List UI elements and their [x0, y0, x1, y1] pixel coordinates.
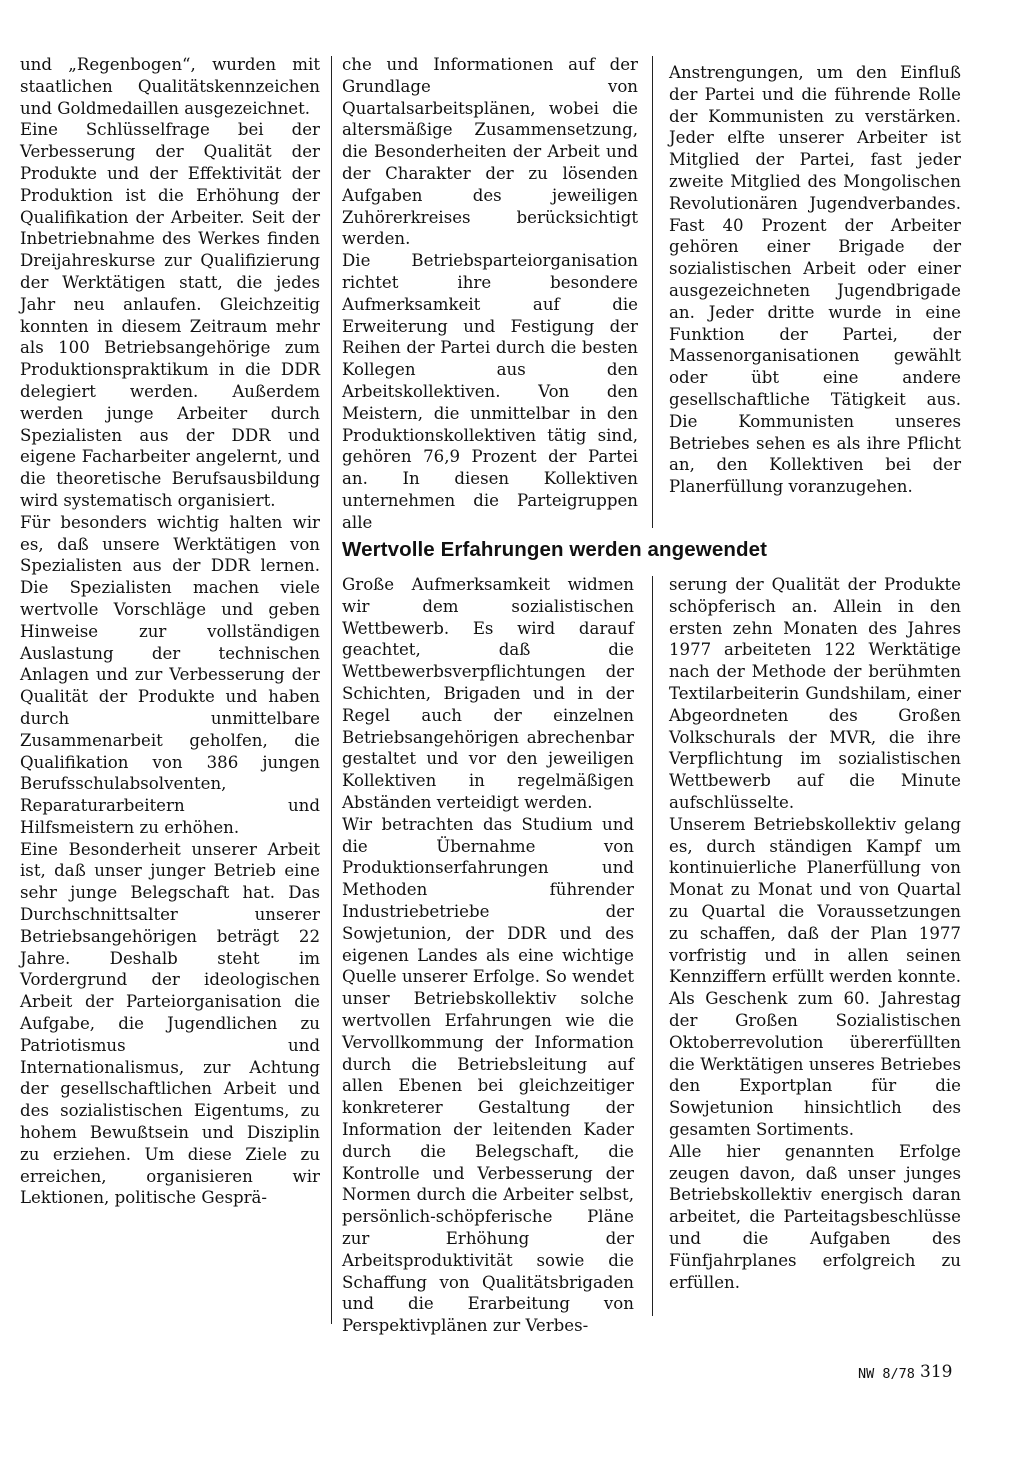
paragraph: Anstrengungen, um den Einfluß der Partei und die führende Rolle der Kommunisten zu verstärken. Jeder elfte unserer Arbeiter ist Mitglied der Partei, fast jeder zweite Mitglied des Mongolischen Revolutionären Jugendverbandes. Fast 40 Prozent der Arbeiter gehören einer Brigade der sozialistischen Arbeit oder einer ausgezeichneten Jugendbrigade an. Jeder dritte wurde in eine Funktion der Partei, der Massenorganisationen gewählt oder übt eine andere gesellschaftliche Tätigkeit aus. Die Kommunisten unseres Betriebes sehen es als ihre Pflicht an, den Kollektiven bei der Planerfüllung voranzugehen.: [669, 63, 961, 497]
paragraph: Wir betrachten das Studium und die Übernahme von Produktionserfahrungen und Methoden führender Industriebetriebe der Sowjetunion, der DDR und des eigenen Landes als eine wichtige Quelle unserer Erfolge. So wendet unser Betriebskollektiv solche wertvollen Erfahrungen wie die Vervollkommung der Information durch die Betriebsleitung auf allen Ebenen bei gleichzeitiger konkreterer Gestaltung der Information der leitenden Kader durch die Belegschaft, die Kontrolle und Verbesserung der Normen durch die Arbeiter selbst, persönlich-schöpferische Pläne zur Erhöhung der Arbeitsproduktivität sowie die Schaffung von Qualitätsbrigaden und die Erarbeitung von Perspektivplänen zur Verbes-: [342, 814, 634, 1336]
column-divider: [652, 576, 653, 1316]
issue-label: NW 8/78: [858, 1366, 915, 1382]
paragraph: Unserem Betriebskollektiv gelang es, durch ständigen Kampf um kontinuierliche Planerfüllung von Monat zu Monat und von Quartal zu Quartal die Voraussetzungen zu schaffen, daß der Plan 1977 vorfristig und in allen seinen Kennziffern erfüllt werden konnte. Als Geschenk zum 60. Jahrestag der Großen Sozialistischen Oktoberrevolution übererfüllten die Werktätigen unseres Betriebes den Exportplan für die Sowjetunion hinsichtlich des gesamten Sortiments.: [669, 814, 961, 1139]
paragraph: Alle hier genannten Erfolge zeugen davon, daß unser junges Betriebskollektiv energisch daran arbeitet, die Parteitagsbeschlüsse und die Aufgaben des Fünfjahrplanes erfolgreich zu erfüllen.: [669, 1141, 961, 1292]
paragraph: che und Informationen auf der Grundlage von Quartalsarbeitsplänen, wobei die altersmäßige Zusammensetzung, die Besonderheiten der Arbeit und der Charakter der zu lösenden Aufgaben des jeweiligen Zuhörerkreises berücksichtigt werden.: [342, 55, 638, 249]
paragraph: Eine Besonderheit unserer Arbeit ist, daß unser junger Betrieb eine sehr junge Belegschaft hat. Das Durchschnittsalter unserer Betriebsangehörigen beträgt 22 Jahre. Deshalb steht im Vordergrund der ideologischen Arbeit der Parteiorganisation die Aufgabe, die Jugendlichen zu Patriotismus und Internationalismus, zur Achtung der gesellschaftlichen Arbeit und des sozialistischen Eigentums, zu hohem Bewußtsein und Disziplin zu erziehen. Um diese Ziele zu erreichen, organisieren wir Lektionen, politische Gesprä-: [20, 839, 320, 1208]
paragraph: Für besonders wichtig halten wir es, daß unsere Werktätigen von Spezialisten aus der DDR lernen. Die Spezialisten machen viele wertvolle Vorschläge und geben Hinweise zur vollständigen Auslastung der technischen Anlagen und zur Verbesserung der Qualität der Produkte und haben durch unmittelbare Zusammenarbeit geholfen, die Qualifikation von 386 jungen Berufsschulabsolventen, Reparaturarbeitern und Hilfsmeistern zu erhöhen.: [20, 512, 320, 837]
paragraph: serung der Qualität der Produkte schöpferisch an. Allein in den ersten zehn Monaten des Jahres 1977 arbeiteten 122 Werktätige nach der Methode der berühmten Textilarbeiterin Gundshilam, einer Abgeordneten des Großen Volkschurals der MVR, die ihre Verpflichtung im sozialistischen Wettbewerb auf die Minute aufschlüsselte.: [669, 575, 961, 812]
page-number: 319: [920, 1362, 953, 1382]
column-2: [342, 54, 638, 534]
column-divider: [331, 56, 332, 1324]
paragraph: Eine Schlüsselfrage bei der Verbesserung der Qualität der Produkte und der Effektivität der Produktion ist die Erhöhung der Qualifikation der Arbeiter. Seit der Inbetriebnahme des Werkes finden Dreijahreskurse zur Qualifizierung der Werktätigen statt, die jedes Jahr neu anlaufen. Gleichzeitig konnten in diesem Zeitraum mehr als 100 Betriebsangehörige zum Produktionspraktikum in die DDR delegiert werden. Außerdem werden junge Arbeiter durch Spezialisten aus der DDR und eigene Facharbeiter angelernt, und die theoretische Berufsausbildung wird systematisch organisiert.: [20, 120, 320, 510]
column-5: [669, 574, 961, 1293]
column-divider: [652, 56, 653, 528]
column-3: [669, 62, 961, 498]
paragraph: Große Aufmerksamkeit widmen wir dem sozialistischen Wettbewerb. Es wird darauf geachtet, daß die Wettbewerbsverpflichtungen der Schichten, Brigaden und in der Regel auch der einzelnen Betriebsangehörigen abrechenbar gestaltet und vor den jeweiligen Kollektiven in regelmäßigen Abständen verteidigt werden.: [342, 575, 634, 812]
section-heading: Wertvolle Erfahrungen werden angewendet: [342, 538, 767, 561]
paragraph: Die Betriebsparteiorganisation richtet ihre besondere Aufmerksamkeit auf die Erweiterung und Festigung der Reihen der Partei durch die besten Kollegen aus den Arbeitskollektiven. Von den Meistern, die unmittelbar in den Produktionskollektiven tätig sind, gehören 76,9 Prozent der Partei an. In diesen Kollektiven unternehmen die Parteigruppen alle: [342, 251, 638, 532]
column-1: [20, 54, 320, 1209]
paragraph: und „Regenbogen“, wurden mit staatlichen Qualitätskennzeichen und Goldmedaillen ausgezeichnet.: [20, 55, 320, 118]
column-4: [342, 574, 634, 1337]
